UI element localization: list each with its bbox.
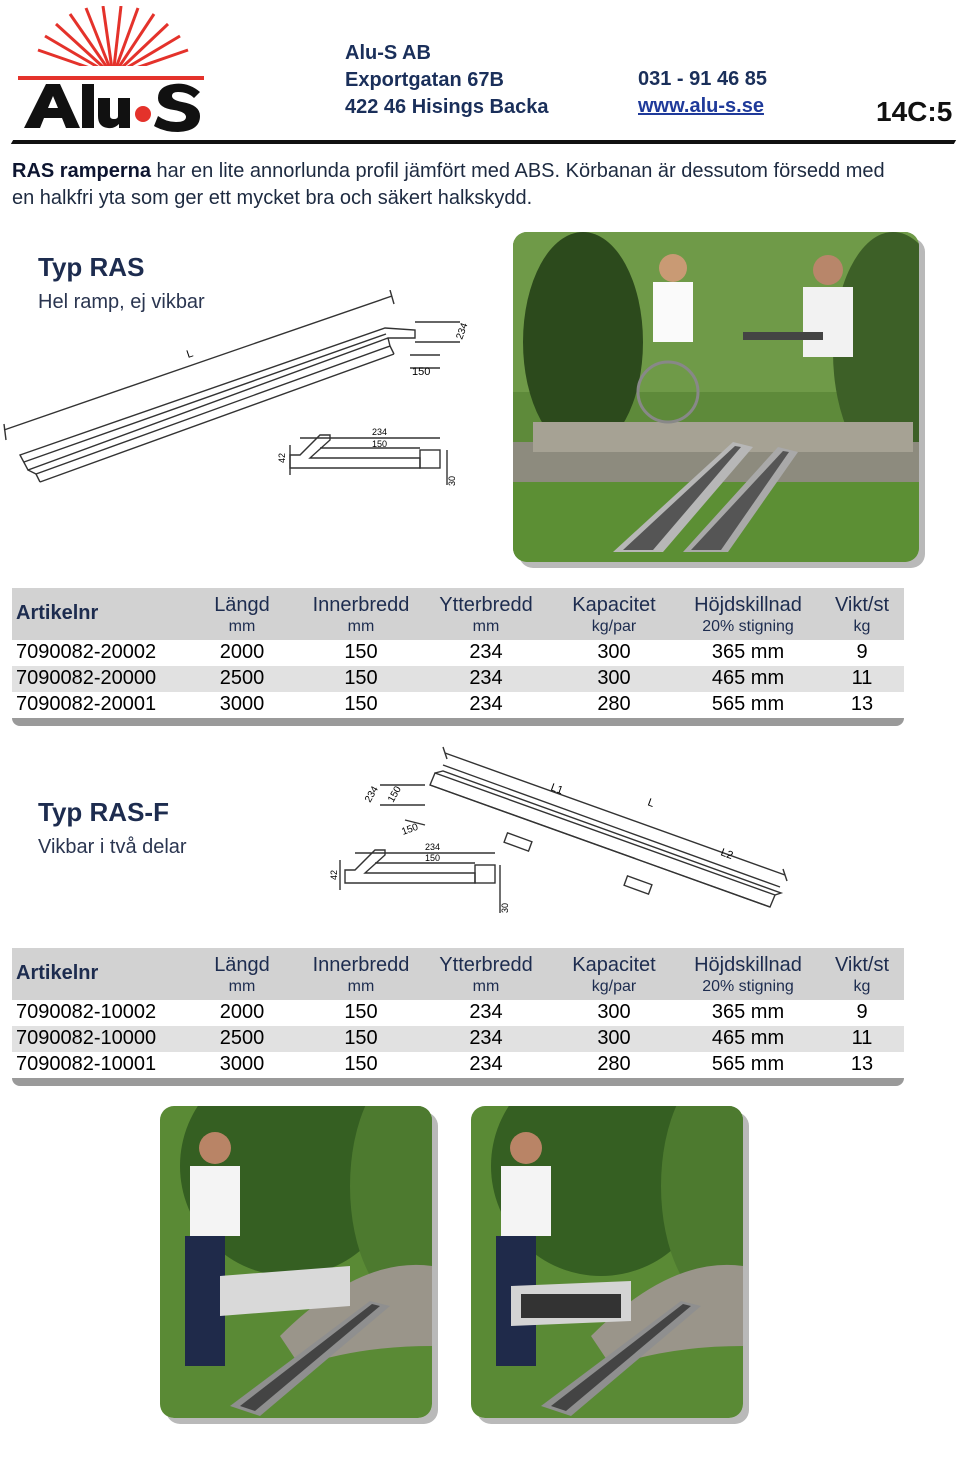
dim-42-f-profile: 42 <box>329 869 339 880</box>
dim-L1: L1 <box>548 781 565 798</box>
section1-subtitle: Hel ramp, ej vikbar <box>38 291 205 313</box>
header-langd: Längd mm <box>214 594 270 635</box>
table-row: 7090082-20002 2000 150 234 300 365 mm 9 <box>16 641 868 663</box>
dim-234-profile: 234 <box>372 427 388 437</box>
ramp-drawing-ras <box>0 290 490 500</box>
header-ytterbredd: Ytterbredd mm <box>439 594 533 635</box>
phone-number: 031 - 91 46 85 <box>638 68 767 90</box>
intro-bold: RAS ramperna <box>12 160 151 182</box>
dim-150-f: 150 <box>386 784 404 805</box>
page-code: 14C:5 <box>876 96 953 127</box>
header-innerbredd: Innerbredd mm <box>312 594 410 635</box>
contact-info <box>638 66 767 120</box>
spec-table-ras <box>12 588 904 726</box>
dim-150-top: 150 <box>412 366 431 378</box>
dim-150-f-lower: 150 <box>400 821 420 838</box>
section2-subtitle: Vikbar i två delar <box>38 836 187 858</box>
header-ytterbredd: Ytterbredd mm <box>439 954 533 995</box>
ramp-drawing-ras-f <box>325 745 795 920</box>
company-address <box>345 40 548 121</box>
table-shadow <box>12 1078 904 1086</box>
section1-title: Typ RAS <box>38 252 145 282</box>
section2-title: Typ RAS-F <box>38 797 169 827</box>
table-shadow <box>12 718 904 726</box>
dim-L2: L2 <box>718 846 735 863</box>
dim-234-f-profile: 234 <box>425 842 441 852</box>
table-header <box>12 948 904 1000</box>
street-address: Exportgatan 67B <box>345 69 504 91</box>
dim-30-f-profile: 30 <box>500 902 510 913</box>
spec-table-ras-f <box>12 948 904 1086</box>
table-row: 7090082-20000 2500 150 234 300 465 mm 11 <box>12 666 904 692</box>
header-artikelnr: Artikelnr <box>16 602 99 624</box>
dim-30-profile: 30 <box>447 475 457 486</box>
website-link[interactable]: www.alu-s.se <box>638 95 764 117</box>
dim-L-f: L <box>645 796 656 810</box>
header-innerbredd: Innerbredd mm <box>312 954 410 995</box>
header-vikt: Vikt/st kg <box>834 594 890 635</box>
table-row: 7090082-10001 3000 150 234 280 565 mm 13 <box>16 1053 874 1075</box>
city-address: 422 46 Hisings Backa <box>345 96 549 118</box>
photo-garden-ramp <box>513 232 919 562</box>
alu-s-logo <box>18 6 208 132</box>
dim-150-profile: 150 <box>372 439 388 449</box>
header-langd: Längd mm <box>214 954 270 995</box>
header-artikelnr: Artikelnr <box>16 962 99 984</box>
company-name: Alu-S AB <box>345 42 431 64</box>
table-row: 7090082-20001 3000 150 234 280 565 mm 13 <box>16 693 874 715</box>
header-hojdskillnad: Höjdskillnad 20% stigning <box>694 954 802 995</box>
dim-L: L <box>185 347 195 361</box>
table-row: 7090082-10000 2500 150 234 300 465 mm 11 <box>12 1026 904 1052</box>
header-kapacitet: Kapacitet kg/par <box>572 594 656 635</box>
photo-folding-ramp-1 <box>160 1106 432 1418</box>
dim-150-f-profile: 150 <box>425 853 441 863</box>
photo-folding-ramp-2 <box>471 1106 743 1418</box>
header-kapacitet: Kapacitet kg/par <box>572 954 656 995</box>
intro-paragraph <box>12 158 912 212</box>
header-vikt: Vikt/st kg <box>834 954 890 995</box>
intro-text: har en lite annorlunda profil jämfört med ABS. Körbanan är dessutom försedd med en halkfri yta som ger ett mycket bra och säkert halkskydd. <box>12 160 885 209</box>
dim-234-f: 234 <box>363 784 381 805</box>
table-row: 7090082-10002 2000 150 234 300 365 mm 9 <box>16 1001 868 1023</box>
header-hojdskillnad: Höjdskillnad 20% stigning <box>694 594 802 635</box>
table-header <box>12 588 904 640</box>
dim-42-profile: 42 <box>277 452 287 463</box>
header-divider <box>11 140 956 144</box>
dim-234-top: 234 <box>454 321 471 342</box>
